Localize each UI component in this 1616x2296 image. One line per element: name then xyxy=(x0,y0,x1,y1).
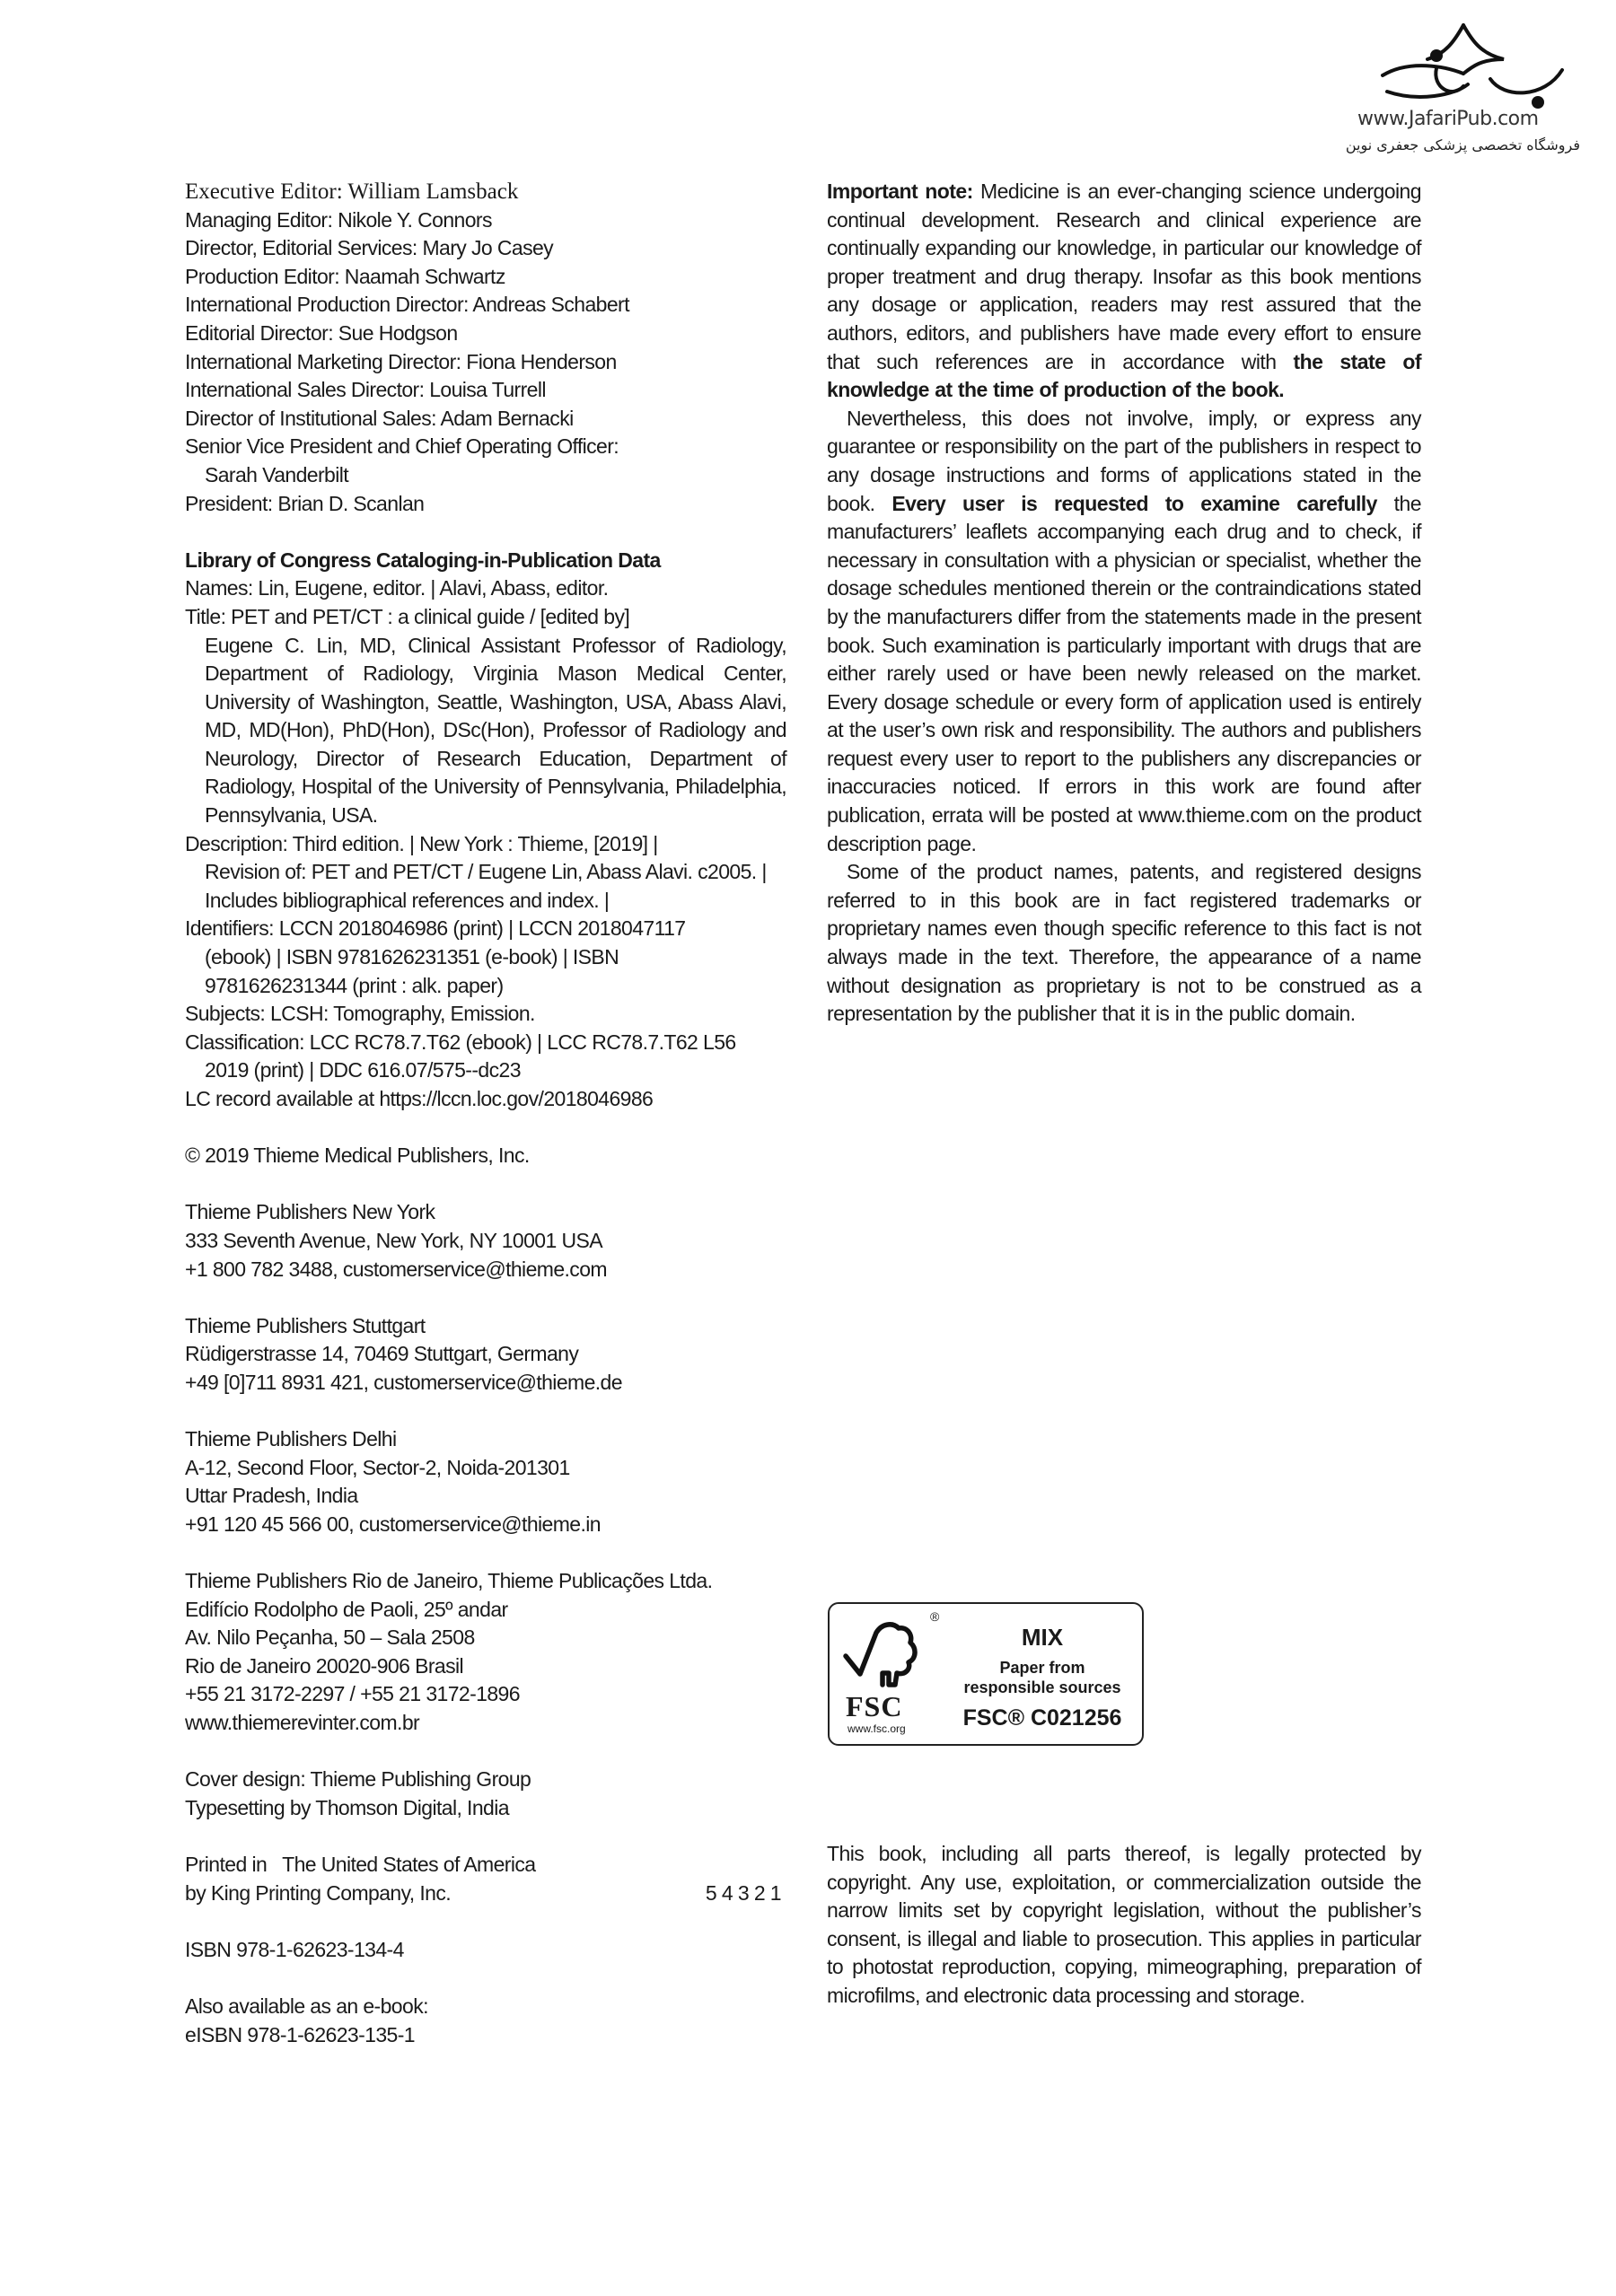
copyright-line: © 2019 Thieme Medical Publishers, Inc. xyxy=(185,1144,530,1168)
cip-description: Description: Third edition. | New York : Thieme, [2019] | xyxy=(185,831,658,855)
credit-line: Director, Editorial Services: Mary Jo Casey xyxy=(185,236,554,260)
office-contact: +49 [0]711 8931 421, customerservice@thieme.de xyxy=(185,1370,622,1394)
cip-identifiers: Identifiers: LCCN 2018046986 (print) | LCCN 2018047117 xyxy=(185,916,686,941)
important-note-text: the manufacturers’ leaflets accompanying each drug and to check, if necessary in consultation with a physician or specialist, whether the dosage schedules mentioned therein or the contraindications stated by the manufacturers differ from the statements made in the present book. Such examination is particularly important with drugs that are either rarely used or have been newly released on the market. Every dosage schedule or every form of application used is entirely at the user’s own risk and responsibility. The authors and publishers request every user to report to the publishers any discrepancies or inaccuracies noticed. If errors in this work are found after publication, errata will be posted at www.thieme.com on the product description page. xyxy=(827,491,1421,855)
left-column xyxy=(185,178,786,2049)
cip-heading: Library of Congress Cataloging-in-Publication Data xyxy=(185,548,661,572)
credit-line: International Production Director: Andreas Schabert xyxy=(185,293,629,317)
credit-line: International Marketing Director: Fiona Henderson xyxy=(185,349,617,373)
important-note-p3: Some of the product names, patents, and registered designs referred to in this book are in fact registered trademarks or proprietary names even though specific reference to this fact is not always made in the text. Therefore, the appearance of a name without designation as proprietary is not to be construed as a representation by the publisher that it is in the public domain. xyxy=(827,860,1421,1026)
important-note-text: Medicine is an ever-changing science undergoing continual development. Research and clinical experience are continually expanding our knowledge, in particular our knowledge of proper treatment and drug therapy. Insofar as this book mentions any dosage or application, readers may rest assured that the authors, editors, and publishers have made every effort to ensure that such references are in accordance with xyxy=(827,180,1421,373)
office-name: Thieme Publishers Stuttgart xyxy=(185,1313,426,1337)
office-website: www.thiemerevinter.com.br xyxy=(185,1711,420,1735)
important-note xyxy=(827,178,1421,1029)
credit-line: Director of Institutional Sales: Adam Bernacki xyxy=(185,406,574,430)
office-address: 333 Seventh Avenue, New York, NY 10001 USA xyxy=(185,1228,602,1252)
fsc-paper-from: Paper from xyxy=(999,1659,1085,1677)
legal-notice xyxy=(827,1840,1421,2011)
printed-in: Printed in The United States of America xyxy=(185,1853,536,1877)
credit-line: International Sales Director: Louisa Turrell xyxy=(185,378,546,402)
office-address: Av. Nilo Peçanha, 50 – Sala 2508 xyxy=(185,1626,475,1650)
printer-row xyxy=(185,1880,781,1908)
watermark-tagline: فروشگاه تخصصی پزشکی جعفری نوین xyxy=(1345,136,1580,153)
watermark-url: www.JafariPub.com xyxy=(1357,108,1539,130)
fsc-registered-mark: ® xyxy=(930,1609,940,1624)
typesetting: Typesetting by Thomson Digital, India xyxy=(185,1795,509,1819)
eisbn: eISBN 978-1-62623-135-1 xyxy=(185,2022,415,2046)
important-note-text: Nevertheless, this does not involve, imply, or express any guarantee or responsibility on the part of the publishers in respect to any dosage instructions and forms of applications stated in the book. xyxy=(827,406,1421,515)
office-name: Thieme Publishers New York xyxy=(185,1200,435,1224)
important-note-emphasis: the state of knowledge at the time of production of the book. xyxy=(827,349,1421,402)
fsc-responsible: responsible sources xyxy=(963,1678,1121,1696)
credit-line: Production Editor: Naamah Schwartz xyxy=(185,264,505,288)
office-contact: +1 800 782 3488, customerservice@thieme.com xyxy=(185,1257,607,1281)
cip-identifiers-detail: (ebook) | ISBN 9781626231351 (e-book) | ISBN xyxy=(205,945,619,969)
important-note-lead: Important note: xyxy=(827,180,973,203)
fsc-logo-block xyxy=(837,1609,944,1740)
cip-identifiers-detail: 9781626231344 (print : alk. paper) xyxy=(205,973,504,997)
office-rio xyxy=(185,1567,786,1738)
fsc-text-block xyxy=(948,1609,1137,1740)
office-contact: +91 120 45 566 00, customerservice@thieme.in xyxy=(185,1512,601,1536)
fsc-url: www.fsc.org xyxy=(848,1722,906,1735)
office-delhi xyxy=(185,1425,786,1538)
jafaripub-logo xyxy=(1347,16,1580,115)
cip-title: Title: PET and PET/CT : a clinical guide / [edited by] xyxy=(185,604,630,628)
office-new-york xyxy=(185,1198,786,1284)
logo-dot-icon xyxy=(1532,96,1544,109)
credit-line: Executive Editor: William Lamsback xyxy=(185,180,519,204)
cip-classification-detail: 2019 (print) | DDC 616.07/575--dc23 xyxy=(205,1058,521,1082)
legal-notice-text: This book, including all parts thereof, is legally protected by copyright. Any use, exploitation, or commercialization outside the narrow limits set by copyright legislation, without the publisher’s consent, is illegal and liable to prosecution. This applies in particular to photostat reproduction, copying, mimeographing, preparation of microfilms, and electronic data processing and storage. xyxy=(827,1842,1421,2007)
cip-classification: Classification: LCC RC78.7.T62 (ebook) | LCC RC78.7.T62 L56 xyxy=(185,1030,736,1054)
ebook-label: Also available as an e-book: xyxy=(185,1994,428,2018)
important-note-p1 xyxy=(827,178,1421,405)
print-line: 5 4 3 2 1 xyxy=(705,1880,781,1905)
office-address: Rio de Janeiro 20020-906 Brasil xyxy=(185,1653,463,1678)
office-stuttgart xyxy=(185,1312,786,1398)
fsc-mix: MIX xyxy=(1021,1624,1064,1651)
office-address: Edifício Rodolpho de Paoli, 25º andar xyxy=(185,1597,508,1621)
office-name: Thieme Publishers Delhi xyxy=(185,1427,397,1451)
office-name: Thieme Publishers Rio de Janeiro, Thieme Publicações Ltda. xyxy=(185,1569,713,1593)
credit-line: Senior Vice President and Chief Operating Officer: xyxy=(185,434,619,459)
office-address: Uttar Pradesh, India xyxy=(185,1484,358,1508)
important-note-emphasis: Every user is requested to examine carefully xyxy=(891,491,1377,515)
fsc-code: FSC® C021256 xyxy=(962,1705,1122,1731)
credit-line: Sarah Vanderbilt xyxy=(205,462,349,486)
cover-design: Cover design: Thieme Publishing Group xyxy=(185,1767,531,1792)
credit-line: President: Brian D. Scanlan xyxy=(185,491,425,515)
office-contact: +55 21 3172-2297 / +55 21 3172-1896 xyxy=(185,1682,520,1706)
fsc-paper-sources xyxy=(948,1658,1137,1697)
cip-names: Names: Lin, Eugene, editor. | Alavi, Abass, editor. xyxy=(185,576,609,600)
fsc-brand: FSC xyxy=(846,1690,903,1722)
office-address: A-12, Second Floor, Sector-2, Noida-201301 xyxy=(185,1455,570,1479)
credit-line: Editorial Director: Sue Hodgson xyxy=(185,320,458,345)
cip-title-detail: Eugene C. Lin, MD, Clinical Assistant Professor of Radiology, Department of Radiology, Virginia Mason Medical Center, University of Washington, Seattle, Washington, USA, Abass Alavi, MD, MD(Hon), PhD(Hon), DSc(Hon), Professor of Radiology and Neurology, Director of Research Education, Department of Radiology, Hospital of the University of Pennsylvania, Philadelphia, Pennsylvania, USA. xyxy=(205,633,786,828)
credit-line: Managing Editor: Nikole Y. Connors xyxy=(185,207,492,232)
office-address: Rüdigerstrasse 14, 70469 Stuttgart, Germany xyxy=(185,1342,579,1366)
isbn: ISBN 978-1-62623-134-4 xyxy=(185,1937,404,1961)
cip-lc-record: LC record available at https://lccn.loc.gov/2018046986 xyxy=(185,1087,654,1110)
logo-dot-icon xyxy=(1430,49,1443,62)
cip-subjects: Subjects: LCSH: Tomography, Emission. xyxy=(185,1002,535,1026)
fsc-tree-checkmark-icon xyxy=(840,1617,927,1692)
cip-description-detail: Revision of: PET and PET/CT / Eugene Lin, Abass Alavi. c2005. | Includes bibliographical references and index. | xyxy=(205,860,767,912)
printer: by King Printing Company, Inc. xyxy=(185,1880,452,1905)
fsc-label xyxy=(828,1602,1144,1746)
important-note-p2 xyxy=(827,405,1421,859)
